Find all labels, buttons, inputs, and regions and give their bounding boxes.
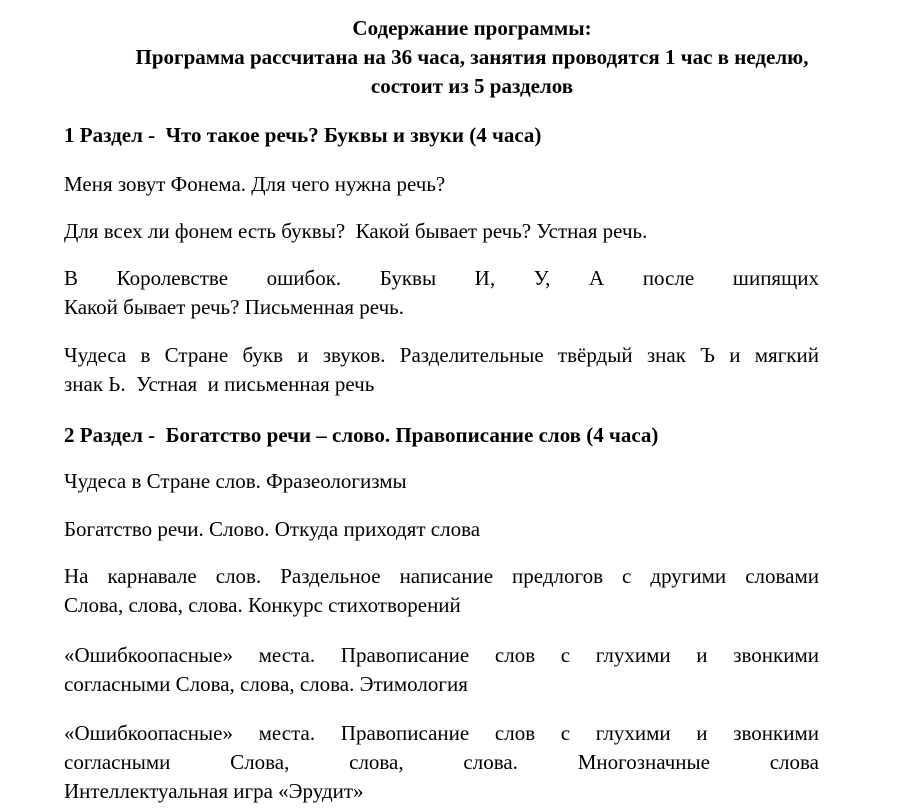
program-title — [40, 14, 904, 101]
section-2-paragraph-3-line-2: Слова, слова, слова. Конкурс стихотворений — [64, 593, 461, 617]
section-2-paragraph-1: Чудеса в Стране слов. Фразеологизмы — [64, 469, 407, 493]
section-1-paragraph-4 — [64, 341, 819, 399]
title-line-1: Содержание программы: — [352, 16, 592, 40]
section-2-heading: 2 Раздел - Богатство речи – слово. Правописание слов (4 часа) — [64, 423, 659, 447]
section-2-paragraph-4-line-1: «Ошибкоопасные» места. Правописание слов с глухими и звонкими — [64, 643, 819, 667]
section-1-paragraph-4-line-1: Чудеса в Стране букв и звуков. Разделительные твёрдый знак Ъ и мягкий — [64, 343, 819, 367]
section-1-paragraph-3-line-2: Какой бывает речь? Письменная речь. — [64, 295, 404, 319]
title-line-3: состоит из 5 разделов — [370, 74, 574, 98]
section-1-paragraph-4-line-2: знак Ь. Устная и письменная речь — [64, 372, 375, 396]
section-1-paragraph-3-line-1: В Королевстве ошибок. Буквы И, У, А после шипящих — [64, 266, 819, 290]
section-2-paragraph-4 — [64, 641, 819, 699]
section-1-paragraph-1: Меня зовут Фонема. Для чего нужна речь? — [64, 172, 446, 196]
section-2-paragraph-5 — [64, 719, 819, 806]
section-2-paragraph-5-line-2: согласными Слова, слова, слова. Многозначные слова — [64, 750, 819, 774]
section-2-paragraph-3 — [64, 562, 819, 620]
section-1-paragraph-3 — [64, 264, 819, 322]
section-1-heading: 1 Раздел - Что такое речь? Буквы и звуки (4 часа) — [64, 123, 542, 147]
title-line-2: Программа рассчитана на 36 часа, занятия проводятся 1 час в неделю, — [135, 45, 809, 69]
section-2-paragraph-5-line-3: Интеллектуальная игра «Эрудит» — [64, 779, 364, 803]
section-2-paragraph-3-line-1: На карнавале слов. Раздельное написание предлогов с другими словами — [64, 564, 819, 588]
section-2-paragraph-2: Богатство речи. Слово. Откуда приходят слова — [64, 517, 481, 541]
section-1-paragraph-2: Для всех ли фонем есть буквы? Какой бывает речь? Устная речь. — [64, 219, 648, 243]
section-2-paragraph-5-line-1: «Ошибкоопасные» места. Правописание слов с глухими и звонкими — [64, 721, 819, 745]
section-2-paragraph-4-line-2: согласными Слова, слова, слова. Этимология — [64, 672, 468, 696]
